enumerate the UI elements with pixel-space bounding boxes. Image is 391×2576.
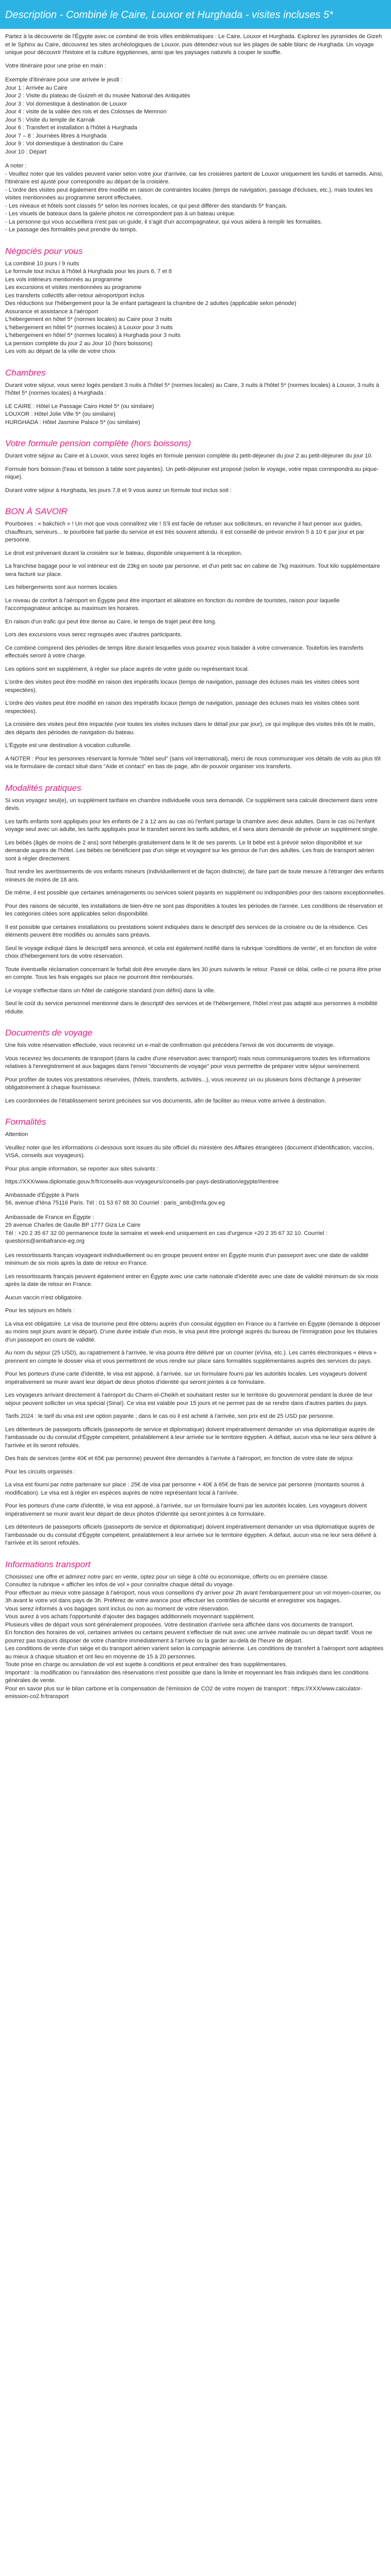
embassy-egypt-address: 56, avenue d'Iéna 75116 Paris. Tél : 01 53 67 88 30 Courriel : paris_amb@mfa.gov.eg [5,1200,225,1206]
embassy-france-phone: Tél : +20 2 35 67 32 00 permanence toute la semaine et week-end uniquement en cas d'urgence +20 2 35 67 32 10. Courriel : questions@ambafrance-eg.org [5,1230,328,1244]
formalites-more: La visa est fourni par notre partenaire sur place : 25€ de visa par personne + 40€ à 65€ de frais de service par personne (montants soumis à modification). Le visa est à régler en espèces auprès de notre représentant local à l'arrivée. [5,1482,365,1496]
negocie-item: Les vols au départ de la ville de votre choix [5,348,116,354]
transport-paragraph: Seul le coût du service personnel mentionné dans le descriptif des services et de l'hébergement, l'hôtel n'est pas adapté aux personnes à mobilité réduite. [5,1001,378,1015]
infos-item: Consultez la rubrique « afficher les infos de vol » pour connaître chaque détail du voyage. [5,1582,234,1588]
infos-item: Toute prise en charge ou annulation de vol est sujette à conditions et peut entraîner des frais supplémentaires. [5,1662,287,1668]
itinerary-day: Jour 1 : Arrivée au Caire [5,84,68,91]
itinerary-list [5,76,386,156]
itinerary-day: Jour 10 : Départ [5,148,47,155]
transport-paragraph: De même, il est possible que certaines aménagements ou services soient payants en supplément ou indisponibles pour des raisons exceptionnelles. [5,890,385,896]
transport-paragraph: Si vous voyagez seul(e), un supplément tarifaire en chambre individuelle vous sera demandé. Ce supplément sera calculé directement dans votre devis. [5,797,378,811]
notes-title: A noter : [5,163,27,169]
negocie-item: Les excursions et visites mentionnées au programme [5,284,142,291]
note-line: - L'ordre des visites peut également être modifié en raison de contraintes locales (temps de navigation, passage d'écluses, etc.), mais toutes les visites mentionnées au programme seront effectuées. [5,187,373,201]
formalites-paragraph: Pour plus ample information, se reporter aux sites suivants : [5,1165,159,1172]
infos-item: Important : la modification ou l'annulation des réservations n'est possible que dans la limite et moyennant les frais indiqués dans les conditions générales de vente. [5,1669,369,1684]
formalites-more: La visa est obligatoire. Le visa de tourisme peut être obtenu auprès d'un consulat égyptien en France ou à l'arrivée en Égypte (demande à déposer au moins sept jours avant le départ). D'une durée initiale d'un mois, le visa peut être prolongé auprès du bureau de l'immigration pour les titulaires d'un passeport en cours de validité. [5,1320,381,1343]
transport-paragraph: Tout rendre les avertissements de vos enfants mineurs (individuellement et de façon distincte), de faire part de toute mesure à l'étranger des enfants mineurs de moins de 18 ans. [5,869,384,883]
formule-paragraph: Formule hors boisson (l'eau et boisson à table sont payantes). Un petit-déjeuner est proposé (selon le voyage, votre repas correspondra au pique-nique). [5,466,379,480]
savoir-paragraph: A NOTER : Pour les personnes réservant la formule "hôtel seul" (sans vol international), merci de nous communiquer vos détails de vols au plus tôt via le formulaire de contact situé dans "Aide et contact" en bas de page, afin de pouvoir organiser vos transferts. [5,755,381,770]
formalites-link: https://XXX/www.diplomatie.gouv.fr/fr/conseils-aux-voyageurs/conseils-par-pays-destination/egypte/#entree [5,1179,279,1185]
embassy-france-title: Ambassade de France en Égypte : [5,1214,94,1221]
formalites-more: Les voyageurs arrivant directement à l'aéroport du Charm el-Cheikh et souhaitant rester sur le territoire du gouvernorat pendant la durée de leur séjour peuvent solliciter un visa spécial (Sinaï). Ce visa est valable pour 15 jours et ne permet pas de se rendre dans d'autres parties du pays. [5,1392,373,1406]
note-line: - Veuillez noter que les valides peuvent varier selon votre jour d'arrivée, car les croisières partent de Louxor uniquement les lundis et samedis. Ainsi, l'itinéraire est ajusté pour correspondre au départ de la croisière. [5,171,383,185]
formalites-more: Pour les porteurs d'une carte d'identité, le visa est apposé, à l'arrivée, sur un formulaire fourni par les autorités locales. Les voyageurs doivent impérativement se munir avant leur départ de deux photos d'identité qui seront jointes à ce formulaire. [5,1371,367,1385]
infos-item: Vous serez informés à vos bagages sont inclus ou non au moment de votre réservation. [5,1605,230,1612]
note-line: - Le passage des formalités peut prendre du temps. [5,227,138,233]
infos-list [5,1573,386,1701]
negocie-item: Les transferts collectifs aller-retour aéroport/port inclus [5,292,144,299]
note-line: - Les visuels de bateaux dans la galerie photos ne correspondent pas à un bateau unique. [5,211,236,217]
negocie-item: L'hébergement en hôtel 5* (normes locales) à Louxor pour 3 nuits [5,324,173,331]
embassy-egypt-block [5,1192,386,1208]
infos-item: Pour effectuer au mieux votre passage à l'aéroport, nous vous conseillons d'y arriver pour 2h avant l'embarquement pour un vol moyen-courrier, ou 3h avant le votre vol dans pays de 3h. Préférez de votre avance pour effectuer les contrôles de sécurité et enregistrer vos bagages. [5,1589,381,1604]
itinerary-block [5,62,386,71]
hotel-item: LOUXOR : Hôtel Jolie Ville 5* (ou similaire) [5,411,116,417]
intro-paragraph: Partez à la découverte de l'Égypte avec ce combiné de trois villes emblématiques : Le Caire, Louxor et Hurghada. Explorez les pyramides de Gizeh et le Sphinx au Caire, découvrez les sites archéologiques de Louxor, puis détendez-vous sur les plages de sable blanc de Hurghada. Un voyage unique pour découvrir l'histoire et la culture égyptiennes, ainsi que les paysages naturels à couper le souffle. [5,33,382,56]
hotels-list [5,403,386,427]
section-heading-documents: Documents de voyage [5,1028,93,1038]
notes-block [5,162,386,234]
itinerary-day: Jour 9 : Vol domestique à destination du Caire [5,141,123,147]
transport-paragraph: Il est possible que certaines installations ou prestations soient indiquées dans le descriptif des services de la croisière ou de la résidence. Ces éléments peuvent être modifiés ou annulés sans préavis. [5,924,368,938]
documents-paragraph: Les coordonnées de l'établissement seront précisées sur vos documents, afin de faciliter au mieux votre arrivée à destination. [5,1097,327,1104]
transport-paragraph: Seul le voyage indiqué dans le descriptif sera annoncé, et cela est également notifié dans la rubrique 'conditions de vente', et en fonction de votre choix d'hébergement lors de votre réservation. [5,945,377,959]
transport-paragraph: Toute éventuelle réclamation concernant le forfait doit être envoyée dans les 30 jours suivants le retour. Passé ce délai, celle-ci ne pourra être prise en compte. Tous les frais engagés sur place ne pourront être remboursés. [5,966,381,980]
itinerary-day: Jour 2 : Visite du plateau de Guizeh et du musée National des Antiquités [5,93,190,99]
formalites-paragraph: Veuillez noter que les informations ci-dessous sont issues du site officiel du ministère des Affaires étrangères (document d'identification, vaccins, VISA, conseils aux voyageurs). [5,1144,374,1159]
formalites-intro: Attention [5,1131,28,1138]
savoir-paragraph: Les options sont en supplément, à régler sur place auprès de votre guide ou représentant local. [5,666,249,672]
section-heading-formule: Votre formule pension complète (hors boissons) [5,438,191,448]
documents-paragraph: Vous recevrez les documents de transport (dans la cadre d'une réservation avec transport) mais nous communiquerons toutes les informations relatives à l'enregistrement et aux bagages dans l'envoi "documents de voyage" pour vous permettre de préparer votre séjour sereinement. [5,1055,370,1070]
documents-paragraph: Une fois votre réservation effectuée, vous recevrez un e-mail de confirmation qui précédera l'envoi de vos documents de voyage. [5,1042,335,1048]
formalites-more: Les détenteurs de passeports officiels (passeports de service et diplomatique) doivent impérativement demander un visa diplomatique auprès de l'ambassade ou du consulat d'Égypte compétent, préalablement à leur arrivée sur le territoire égyptien. A défaut, aucun visa ne leur sera délivré à l'arrivée et ils seront refoulés. [5,1426,377,1449]
itinerary-title: Votre itinéraire pour une prise en main : [5,62,106,69]
savoir-paragraph: En raison d'un trafic qui peut être dense au Caire, le temps de trajet peut être long. [5,618,217,625]
note-line: - Les niveaux et hôtels sont classés 5* selon les normes locales, ce qui peut différer des standards 5* français. [5,202,288,209]
savoir-paragraph: Lors des excursions vous serez regroupés avec d'autres participants. [5,632,182,638]
infos-item: En fonction des horaires de vol, certaines arrivées ou certains peuvent s'effectuer de nuit avec une arrivée matinale ou un départ tardif. Vous ne pourrez pas toujours disposer de votre chambre immédiatement à l'arrivée ou la garder au-delà de l'heure de départ. [5,1630,372,1644]
infos-item: Plusieurs villes de départ vous sont généralement proposées. Votre destination d'arrivée sera affichée dans vos documents de transport. [5,1621,354,1628]
itinerary-intro: Exemple d'itinéraire pour une arrivée le jeudi : [5,77,123,83]
transport-paragraph: Les tarifs enfants sont appliqués pour les enfants de 2 à 12 ans au cas où l'enfant partage la chambre avec deux adultes. Dans le cas où l'enfant voyage seul avec un adulte, les tarifs appliqués pour le transfert seront les tarifs adultes, et il sera alors demandé de prévoir un supplément single. [5,818,379,833]
itinerary-day: Jour 5 : Visite du temple de Karnak [5,116,95,123]
negocie-item: La pension complète du jour 2 au Jour 10 (hors boissons) [5,340,153,347]
itinerary-day: Jour 4 : visite de la vallée des rois et des Colosses de Memnon [5,109,167,115]
savoir-paragraph: Ce combiné comprend des périodes de temps libre durant lesquelles vous pourrez vous balader à votre convenance. Toutefois les transferts effectués seront à votre charge. [5,645,364,659]
formalites-more: Des frais de services (entre 40€ et 65€ par personne) peuvent être demandés à l'arrivée à l'aéroport, en fonction de votre date de séjour. [5,1455,354,1462]
infos-item: Les conditions de vente d'un siège et du transport aérien varient selon la compagnie aérienne. Les conditions de transfert à l'aéroport sont adaptées au mieux à chaque situation et ont lieu en moyenne de 15 à 20 personnes. [5,1646,384,1660]
itinerary-day: Jour 3 : Vol domestique à destination de Louxor [5,100,127,107]
embassy-egypt-title: Ambassade d'Égypte à Paris [5,1192,79,1198]
formalites-more: Pour les porteurs d'une carte d'identité, le visa est apposé, à l'arrivée, sur un formulaire fourni par les autorités locales. Les voyageurs doivent impérativement se munir avant leur départ de deux photos d'identité qui seront jointes à ce formulaire. [5,1503,367,1517]
savoir-paragraph: Le droit est prévenant durant la croisière sur le bateau, disponible uniquement à la réception. [5,550,242,556]
formalites-subtitle: Pour les circuits organisés : [5,1468,76,1475]
formalites-more: Au nom du séjour (25 USD), au rapatriement à l'arrivée, le visa pourra être délivré par un courrier (eVisa, etc.). Les carrés électroniques « éleva » prennent en compte le dossier visa et vous permettront de vous rendre sur place sans formalités supplémentaires auprès des services du pays. [5,1350,377,1364]
section-heading-hebergement: Chambres [5,367,46,378]
savoir-paragraph: Les hébergements sont aux normes locales. [5,584,119,590]
embassy-france-address: 29 avenue Charles de Gaulle BP 1777 Giza Le Caire [5,1222,141,1228]
hotel-item: HURGHADA : Hôtel Jasmine Palace 5* (ou similaire) [5,419,140,426]
page-title: Description - Combiné le Caire, Louxor et Hurghada - visites incluses 5* [5,9,333,21]
infos-item: Pour en savoir plus sur le bilan carbone et la compensation de l'émission de CO2 de votre moyen de transport : https://XXX/www.calculator-emission-co2.fr/transport [5,1685,363,1700]
negocie-item: Des réductions sur l'hébergement pour la 3e enfant partageant la chambre de 2 adultes (applicable selon période) [5,300,297,307]
savoir-paragraph: La croisière des visites peut être impactée (voir toutes les visites incluses dans le détail jour par jour), ce qui implique des visites très tôt le matin, des départs des périodes de navigation du bateau. [5,721,375,736]
savoir-paragraph: La franchise bagage pour le vol intérieur est de 23kg en soute par personne, et d'un petit sac en cabine de 7kg maximum. Tout kilo supplémentaire sera facturé sur place. [5,563,380,578]
negocie-item: Le formule tout inclus à l'hôtel à Hurghada pour les jours 6, 7 et 8 [5,268,172,275]
formalites-more: Les détenteurs de passeports officiels (passeports de service et diplomatique) doivent impérativement demander un visa diplomatique auprès de l'ambassade ou du consulat d'Égypte compétent, préalablement à leur arrivée sur le territoire égyptien. A défaut, aucun visa ne leur sera délivré à l'arrivée et ils seront refoulés. [5,1524,377,1546]
formule-paragraph: Durant votre séjour à Hurghada, les jours 7,8 et 9 vous aurez un formule tout inclus soit : [5,487,232,494]
formalites-more: Aucun vaccin n'est obligatoire. [5,1294,83,1301]
formalites-more: Les ressortissants français peuvent également entrer en Égypte avec une carte nationale d'identité avec une date de validité minimum de six mois après la date de retour en France. [5,1273,379,1287]
description-content [0,29,391,1720]
page-title-banner [0,0,391,29]
documents-paragraph: Pour profiter de toutes vos prestations réservées, (hôtels, transferts, activités...), vous recevrez un ou plusieurs bons d'échange à présenter obligatoirement à chaque fournisseur. [5,1076,361,1091]
infos-item: Choisissez une offre et admirez notre parc en vente, optez pour un siège à côté ou economique, offerts ou en première classe. [5,1573,329,1580]
itinerary-day: Jour 6 : Transfert et installation à l'hôtel à Hurghada [5,125,137,131]
savoir-paragraph: L'Égypte est une destination à vocation culturelle. [5,742,132,749]
formalites-subtitle: Pour les séjours en hôtels : [5,1308,75,1314]
section-heading-formalites: Formalités [5,1117,46,1127]
note-line: - La personne qui vous accueillera n'est pas un guide, il s'agit d'un accompagnateur, qui vous aidera à remplir les formalités. [5,218,322,225]
transport-paragraph: Les bébés (âgés de moins de 2 ans) sont hébergés gratuitement dans le lit de ses parents. Le lit bébé est à prévoir selon disponibilité et sur demande auprès de l'hôtel. Les bébés ne bénéficient pas d'un siège et voyagent sur les genoux de l'un des adultes. Les frais de transport aérien sont à régler directement. [5,839,374,862]
embassy-france-block [5,1214,386,1246]
savoir-paragraph: Pourboires : « bakchich » ! Un mot que vous connaîtrez vite ! S'il est facile de refuser aux solliciteurs, en revanche il faut penser aux guides, chauffeurs, serveurs... le pourboire fait partie du service et est très souvent attendu. Il est conseillé de prévoir environ 5 à 10 € par jour et par personne. [5,521,365,543]
transport-paragraph: Pour des raisons de sécurité, les installations de bien-être ne sont pas disponibles à toutes les périodes de l'année. Les conditions de réservation et les catégories citées sont applicables selon disponibilité. [5,903,383,917]
section-heading-negocie: Négociés pour vous [5,246,83,256]
formule-paragraph: Durant votre séjour au Caire et à Louxor, vous serez logés en formule pension complète du petit-déjeuner du jour 2 au petit-déjeuner du jour 10. [5,453,373,459]
negocie-item: Assurance et assistance à l'aéroport [5,308,98,315]
negocie-item: L'hébergement en hôtel 5* (normes locales) au Caire pour 3 nuits [5,316,172,323]
savoir-paragraph: L'ordre des visites peut être modifié en raison des impératifs locaux (temps de navigation, passage des écluses mais les visites citées sont respectées). [5,679,360,693]
hotel-item: LE CAIRE : Hôtel Le Passage Cairo Hotel 5* (ou similaire) [5,403,154,410]
section-heading-transport: Modalités pratiques [5,783,82,793]
negocie-item: La combiné 10 jours / 9 nuits [5,260,79,267]
savoir-paragraph: Le niveau de confort à l'aéroport en Égypte peut être important et aléatoire en fonction du nombre de touristes, raison pour laquelle l'accompagnateur anticipe au maximum les horaires. [5,597,340,612]
savoir-paragraph: L'ordre des visites peut être modifié en raison des impératifs locaux (temps de navigation, passage des écluses mais les visites citées sont respectées). [5,700,360,715]
itinerary-day: Jour 7 – 8 : Journées libres à Hurghada [5,132,107,139]
section-heading-infos: Informations transport [5,1559,91,1569]
infos-item: Vous aurez à vos achats l'opportunité d'ajouter des bagages additionnels moyennant supplément. [5,1614,255,1620]
negocie-item: L'hébergement en hôtel 5* (normes locales) à Hurghada pour 3 nuits [5,332,181,338]
formalites-more: Les ressortissants français voyageant individuellement ou en groupe peuvent entrer en Égypte munis d'un passeport avec une date de validité minimum de six mois après la date de retour en France. [5,1252,369,1266]
formalites-more: Tarifs 2024 : le tarif du visa est une option payante ; dans le cas où il est acheté à l'arrivée, son prix est de 25 USD par personne. [5,1413,335,1419]
hotels-intro: Durant votre séjour, vous serez logés pendant 3 nuits à l'hôtel 5* (normes locales) au Caire, 3 nuits à l'hôtel 5* (normes locales) à Louxor, 3 nuits à l'hôtel 5* (normes locales) à Hurghada : [5,382,380,396]
transport-paragraph: Le voyage s'effectue dans un hôtel de catégorie standard (non défini) dans la ville. [5,987,216,994]
negocie-list [5,260,386,356]
negocie-item: Les vols intérieurs mentionnés au programme [5,276,122,283]
section-heading-savoir: BON À SAVOIR [5,506,68,516]
